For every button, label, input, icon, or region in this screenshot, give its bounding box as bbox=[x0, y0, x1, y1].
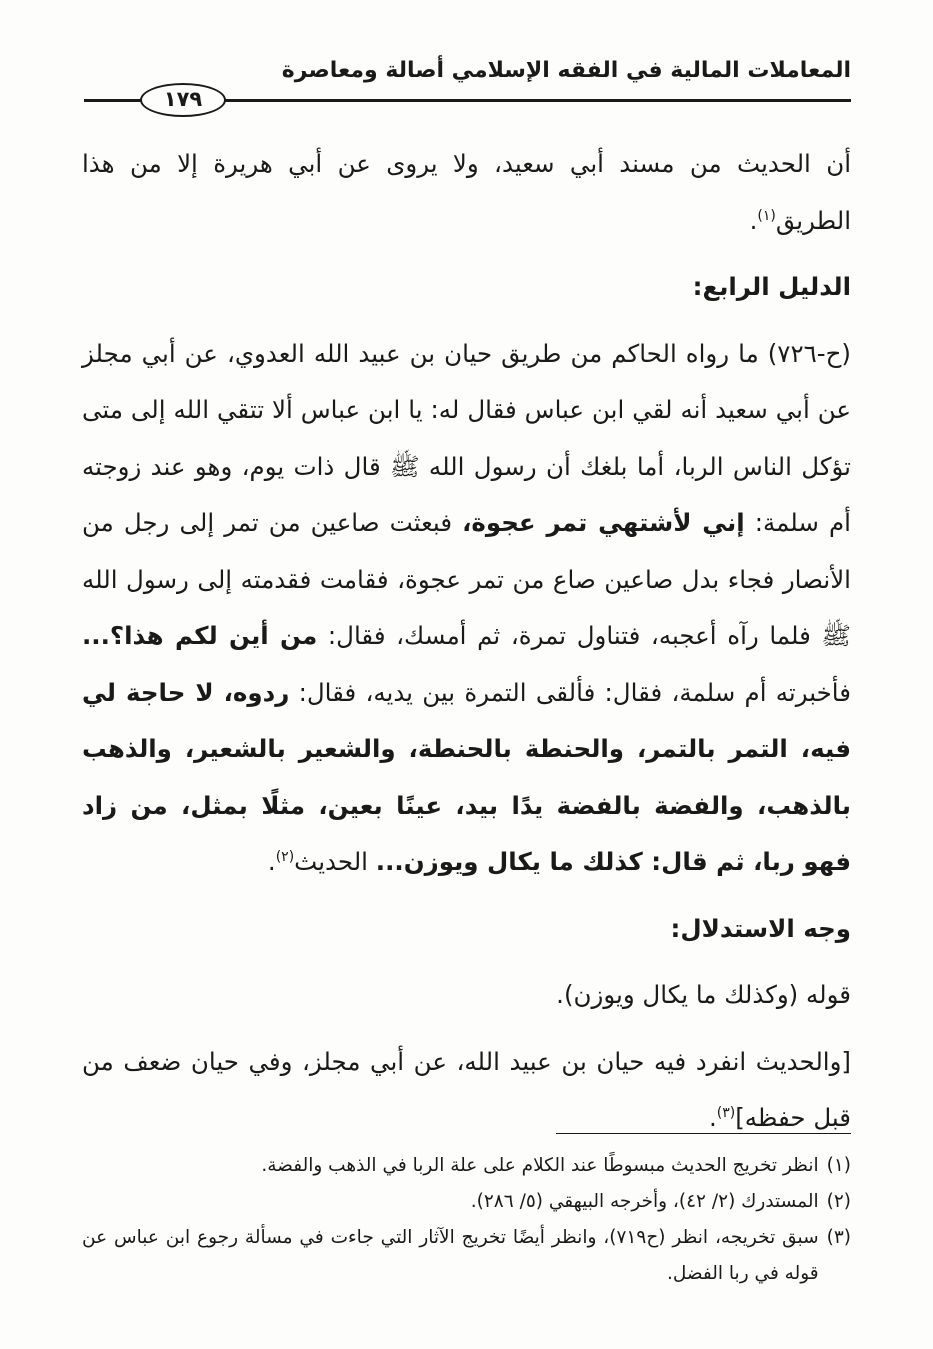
paragraph-4 bbox=[82, 1034, 851, 1147]
paragraph-4-text: [والحديث انفرد فيه حيان بن عبيد الله، عن أبي مجلز، وفي حيان ضعف من قبل حفظه] bbox=[82, 1046, 851, 1132]
footnote-text: سبق تخريجه، انظر (ح٧١٩)، وانظر أيضًا تخريج الآثار التي جاءت في مسألة رجوع ابن عباس عن قوله في ربا الفضل. bbox=[82, 1227, 819, 1284]
footnote-3 bbox=[82, 1220, 851, 1292]
footnote-number: (٢) bbox=[826, 1191, 851, 1212]
hadith-narration-1: فبعثت صاعين من تمر إلى رجل من الأنصار فجاء بدل صاعين صاع من تمر عجوة، فقامت فقدمته إلى رسول الله ﷺ فلما رآه أعجبه، فتناول تمرة، ثم أمسك، فقال: bbox=[82, 508, 851, 650]
hadith-intro: (ح-٧٢٦) ما رواه الحاكم من طريق حيان بن عبيد الله العدوي، عن أبي مجلز عن أبي سعيد أنه لقي ابن عباس فقال له: يا ابن عباس ألا تتقي الله إلى متى تؤكل الناس الربا، أما بلغك أن رسول الله ﷺ قال ذات يوم، وهو عند زوجته أم سلمة: bbox=[82, 338, 851, 537]
running-title: المعاملات المالية في الفقه الإسلامي أصالة ومعاصرة bbox=[281, 58, 851, 83]
paragraph-4-end: . bbox=[708, 1103, 717, 1132]
footnote-ref-2: (٢) bbox=[275, 848, 295, 865]
hadith-quote-1: إني لأشتهي تمر عجوة، bbox=[462, 508, 745, 537]
footnote-2 bbox=[82, 1184, 851, 1220]
footnote-number: (٣) bbox=[826, 1227, 851, 1248]
paragraph-1-end: . bbox=[749, 205, 758, 235]
hadith-narration-2: فأخبرته أم سلمة، فقال: فألقى التمرة بين يديه، فقال: bbox=[298, 677, 851, 707]
paragraph-3: قوله (وكذلك ما يكال ويوزن). bbox=[556, 980, 851, 1009]
paragraph-1-text: أن الحديث من مسند أبي سعيد، ولا يروى عن أبي هريرة إلا من هذا الطريق bbox=[82, 149, 851, 235]
main-text bbox=[82, 136, 851, 1147]
hadith-tail: الحديث bbox=[294, 847, 368, 876]
footnote-number: (١) bbox=[826, 1155, 851, 1176]
footnotes bbox=[82, 1148, 851, 1292]
footnote-rule bbox=[556, 1133, 851, 1134]
hadith-quote-2: من أين لكم هذا؟... bbox=[82, 621, 318, 650]
hadith-end: . bbox=[267, 847, 276, 876]
paragraph-1 bbox=[82, 136, 851, 249]
section-heading-inference: وجه الاستدلال: bbox=[670, 913, 851, 943]
footnote-text: المستدرك (٢/ ٤٢)، وأخرجه البيهقي (٥/ ٢٨٦). bbox=[470, 1191, 819, 1212]
footnote-ref-3: (٣) bbox=[716, 1104, 736, 1121]
footnote-1 bbox=[82, 1148, 851, 1184]
hadith-quote-3: ردوه، لا حاجة لي فيه، التمر بالتمر، والحنطة بالحنطة، والشعير بالشعير، والذهب بالذهب، والفضة بالفضة يدًا بيد، عينًا بعين، مثلًا بمثل، من زاد فهو ربا، ثم قال: كذلك ما يكال ويوزن... bbox=[82, 677, 851, 876]
footnote-text: انظر تخريج الحديث مبسوطًا عند الكلام على علة الربا في الذهب والفضة. bbox=[261, 1155, 819, 1176]
section-heading-fourth-evidence: الدليل الرابع: bbox=[692, 272, 851, 301]
page-number: ١٧٩ bbox=[140, 83, 226, 117]
footnote-ref-1: (١) bbox=[757, 207, 776, 224]
paragraph-hadith bbox=[82, 326, 851, 891]
